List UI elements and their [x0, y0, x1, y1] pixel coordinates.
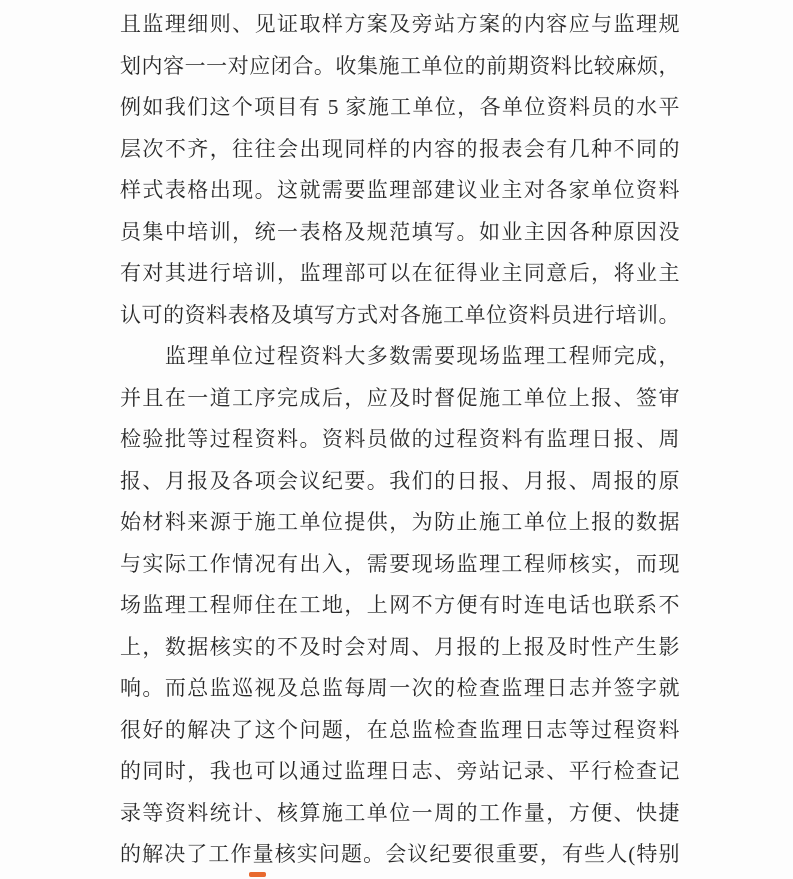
text-line-8: 认可的资料表格及填写方式对各施工单位资料员进行培训。 — [120, 302, 680, 327]
text-line-13: 始材料来源于施工单位提供，为防止施工单位上报的数据 — [120, 510, 680, 534]
text-line-20: 录等资料统计、核算施工单位一周的工作量，方便、快捷 — [120, 800, 680, 825]
text-line-9-paragraph-start: 监理单位过程资料大多数需要现场监理工程师完成， — [120, 344, 680, 368]
text-line-2: 划内容一一对应闭合。收集施工单位的前期资料比较麻烦， — [120, 53, 680, 78]
text-line-17: 响。而总监巡视及总监每周一次的检查监理日志并签字就 — [120, 676, 680, 700]
paragraph-block — [120, 4, 680, 876]
next-line-red-text-fragment — [249, 872, 266, 877]
text-line-11: 检验批等过程资料。资料员做的过程资料有监理日报、周 — [120, 427, 680, 451]
text-line-5: 样式表格出现。这就需要监理部建议业主对各家单位资料 — [120, 178, 680, 202]
text-line-10: 并且在一道工序完成后，应及时督促施工单位上报、签审 — [120, 385, 680, 410]
text-line-12: 报、月报及各项会议纪要。我们的日报、月报、周报的原 — [120, 468, 680, 493]
text-line-1: 且监理细则、见证取样方案及旁站方案的内容应与监理规 — [120, 12, 680, 36]
text-line-3: 例如我们这个项目有 5 家施工单位，各单位资料员的水平 — [120, 95, 680, 119]
text-line-19: 的同时，我也可以通过监理日志、旁站记录、平行检查记 — [120, 759, 680, 783]
text-line-7: 有对其进行培训，监理部可以在征得业主同意后，将业主 — [120, 261, 680, 285]
text-line-15: 场监理工程师住在工地，上网不方便有时连电话也联系不 — [120, 593, 680, 617]
text-line-4: 层次不齐，往往会出现同样的内容的报表会有几种不同的 — [120, 136, 680, 161]
text-line-21: 的解决了工作量核实问题。会议纪要很重要，有些人(特别 — [120, 842, 680, 866]
text-line-6: 员集中培训，统一表格及规范填写。如业主因各种原因没 — [120, 219, 680, 244]
text-line-18: 很好的解决了这个问题，在总监检查监理日志等过程资料 — [120, 717, 680, 742]
text-line-14: 与实际工作情况有出入，需要现场监理工程师核实，而现 — [120, 551, 680, 576]
text-line-16: 上，数据核实的不及时会对周、月报的上报及时性产生影 — [120, 634, 680, 659]
